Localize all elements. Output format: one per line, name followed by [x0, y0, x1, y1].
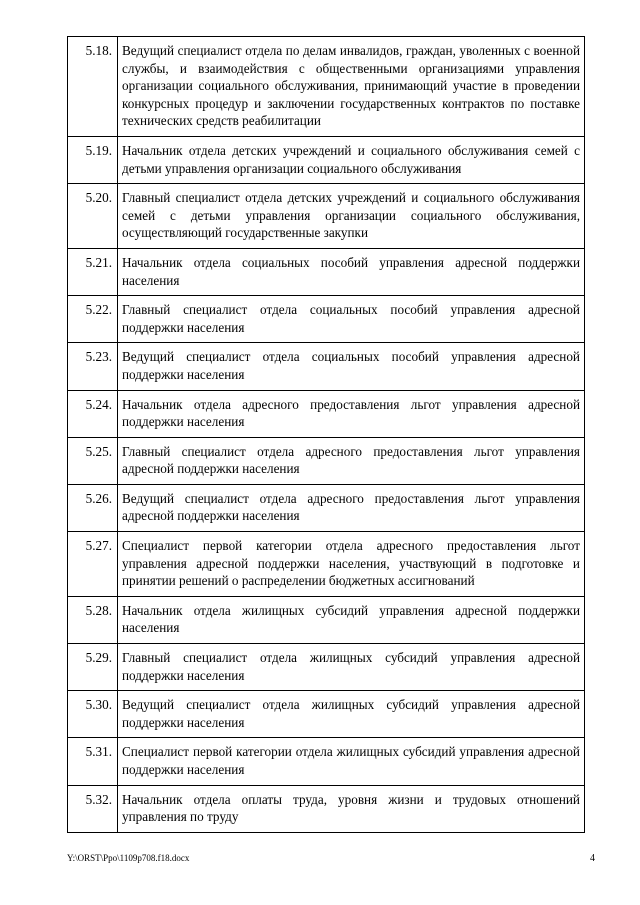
row-number: 5.25. — [68, 437, 118, 484]
position-title: Ведущий специалист отдела жилищных субсидий управления адресной поддержки населения — [118, 691, 585, 738]
row-number: 5.22. — [68, 296, 118, 343]
position-title: Начальник отдела социальных пособий управления адресной поддержки населения — [118, 248, 585, 295]
position-title: Ведущий специалист отдела по делам инвалидов, граждан, уволенных с военной службы, и взаимодействия с общественными организациями управления организации социального обслуживания, принимающий участие в проведении конкурсных процедур и заключении государственных контрактов по поставке технических средств реабилитации — [118, 37, 585, 137]
position-title: Начальник отдела детских учреждений и социального обслуживания семей с детьми управления организации социального обслуживания — [118, 136, 585, 183]
table-row — [68, 738, 585, 785]
position-title: Ведущий специалист отдела социальных пособий управления адресной поддержки населения — [118, 343, 585, 390]
table-row — [68, 390, 585, 437]
table-row — [68, 184, 585, 249]
table-row — [68, 343, 585, 390]
positions-table-body — [68, 37, 585, 833]
row-number: 5.24. — [68, 390, 118, 437]
table-row — [68, 136, 585, 183]
position-title: Главный специалист отдела детских учреждений и социального обслуживания семей с детьми управления организации социального обслуживания, осуществляющий государственные закупки — [118, 184, 585, 249]
table-row — [68, 532, 585, 597]
position-title: Начальник отдела адресного предоставления льгот управления адресной поддержки населения — [118, 390, 585, 437]
row-number: 5.31. — [68, 738, 118, 785]
table-row — [68, 644, 585, 691]
page-number: 4 — [590, 853, 595, 864]
table-row — [68, 484, 585, 531]
position-title: Специалист первой категории отдела жилищных субсидий управления адресной поддержки населения — [118, 738, 585, 785]
row-number: 5.18. — [68, 37, 118, 137]
position-title: Специалист первой категории отдела адресного предоставления льгот управления адресной поддержки населения, участвующий в подготовке и принятии решений о распределении бюджетных ассигнований — [118, 532, 585, 597]
row-number: 5.26. — [68, 484, 118, 531]
position-title: Начальник отдела жилищных субсидий управления адресной поддержки населения — [118, 596, 585, 643]
row-number: 5.20. — [68, 184, 118, 249]
row-number: 5.32. — [68, 785, 118, 832]
row-number: 5.30. — [68, 691, 118, 738]
position-title: Главный специалист отдела жилищных субсидий управления адресной поддержки населения — [118, 644, 585, 691]
position-title: Начальник отдела оплаты труда, уровня жизни и трудовых отношений управления по труду — [118, 785, 585, 832]
row-number: 5.28. — [68, 596, 118, 643]
row-number: 5.27. — [68, 532, 118, 597]
table-row — [68, 296, 585, 343]
table-row — [68, 437, 585, 484]
footer-file-path: Y:\ORST\Ppo\1109p708.f18.docx — [67, 853, 190, 863]
row-number: 5.21. — [68, 248, 118, 295]
position-title: Ведущий специалист отдела адресного предоставления льгот управления адресной поддержки населения — [118, 484, 585, 531]
table-row — [68, 37, 585, 137]
positions-table — [67, 36, 585, 833]
table-row — [68, 691, 585, 738]
position-title: Главный специалист отдела социальных пособий управления адресной поддержки населения — [118, 296, 585, 343]
table-row — [68, 596, 585, 643]
position-title: Главный специалист отдела адресного предоставления льгот управления адресной поддержки населения — [118, 437, 585, 484]
row-number: 5.29. — [68, 644, 118, 691]
row-number: 5.19. — [68, 136, 118, 183]
row-number: 5.23. — [68, 343, 118, 390]
table-row — [68, 248, 585, 295]
table-row — [68, 785, 585, 832]
